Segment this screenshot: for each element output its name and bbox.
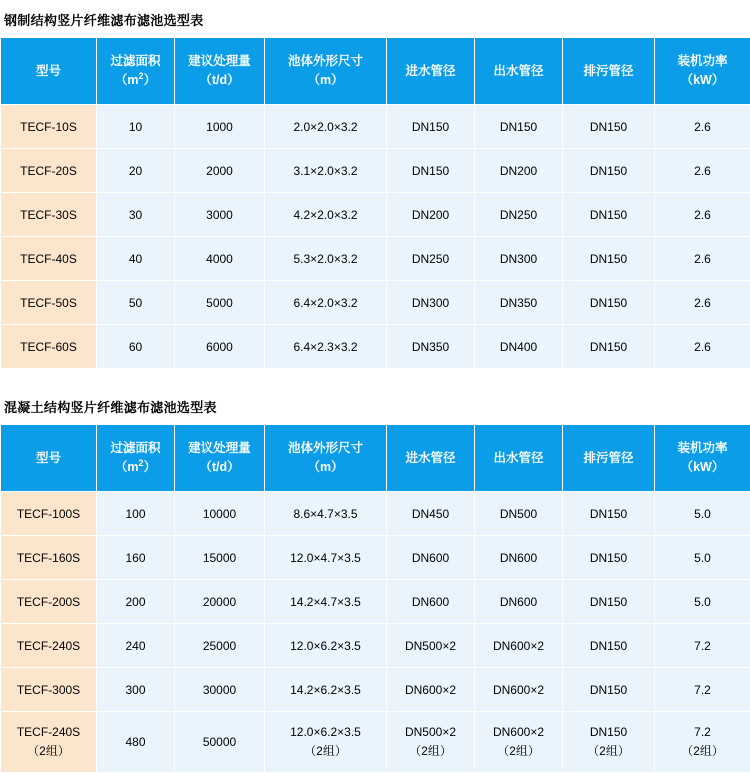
cell-drain: DN150 xyxy=(563,105,655,149)
cell-power: 2.6 xyxy=(655,237,750,281)
header-filter-area-unit: $(m^2)$ xyxy=(98,70,173,90)
cell-drain-line1: DN150 xyxy=(564,723,653,742)
cell-inlet: DN600 xyxy=(387,536,475,580)
cell-capacity: 20000 xyxy=(175,580,265,624)
cell-drain: DN150 xyxy=(563,624,655,668)
header-model-label: 型号 xyxy=(36,64,61,78)
cell-dimensions: 2.0×2.0×3.2 xyxy=(265,105,387,149)
table-header-concrete xyxy=(1,425,750,492)
cell-filter-area: 40 xyxy=(97,237,175,281)
header-power-label: 装机功率 xyxy=(677,441,727,455)
cell-power: 2.6 xyxy=(655,193,750,237)
cell-dimensions: 8.6×4.7×3.5 xyxy=(265,492,387,536)
cell-outlet-line1: DN600×2 xyxy=(476,723,561,742)
cell-outlet: DN250 xyxy=(475,193,563,237)
cell-power: 2.6 xyxy=(655,105,750,149)
cell-drain: DN150 xyxy=(563,193,655,237)
header-inlet xyxy=(387,38,475,105)
cell-model xyxy=(1,712,97,773)
cell-outlet: DN400 xyxy=(475,325,563,369)
cell-drain: DN150 xyxy=(563,281,655,325)
cell-capacity: 50000 xyxy=(175,712,265,773)
cell-drain xyxy=(563,712,655,773)
cell-outlet: DN200 xyxy=(475,149,563,193)
cell-model: TECF-40S xyxy=(1,237,97,281)
cell-power-line1: 7.2 xyxy=(656,723,749,742)
header-filter-area-label: 过滤面积 xyxy=(110,441,160,455)
spec-table-concrete xyxy=(0,424,750,773)
header-capacity-unit: （t/d） xyxy=(176,71,263,90)
cell-filter-area: 160 xyxy=(97,536,175,580)
header-row xyxy=(1,38,750,105)
cell-model: TECF-20S xyxy=(1,149,97,193)
header-dimensions-label: 池体外形尺寸 xyxy=(288,441,363,455)
cell-power: 7.2 xyxy=(655,668,750,712)
table-row xyxy=(1,105,750,149)
cell-dimensions-line2: （2组） xyxy=(266,742,385,761)
cell-power: 2.6 xyxy=(655,325,750,369)
cell-inlet-line2: （2组） xyxy=(388,742,473,761)
header-drain-label: 排污管径 xyxy=(583,451,633,465)
cell-inlet xyxy=(387,712,475,773)
cell-drain: DN150 xyxy=(563,492,655,536)
cell-inlet: DN250 xyxy=(387,237,475,281)
cell-capacity: 2000 xyxy=(175,149,265,193)
cell-model: TECF-160S xyxy=(1,536,97,580)
header-row xyxy=(1,425,750,492)
cell-inlet: DN500×2 xyxy=(387,624,475,668)
cell-capacity: 10000 xyxy=(175,492,265,536)
table-row xyxy=(1,193,750,237)
table-row xyxy=(1,325,750,369)
header-filter-area xyxy=(97,425,175,492)
table-row xyxy=(1,492,750,536)
cell-model-line2: （2组） xyxy=(2,742,95,761)
header-dimensions-unit: （m） xyxy=(266,458,385,477)
cell-outlet: DN600 xyxy=(475,536,563,580)
table-body-concrete xyxy=(1,492,750,773)
cell-outlet: DN350 xyxy=(475,281,563,325)
cell-power: 5.0 xyxy=(655,536,750,580)
header-drain xyxy=(563,425,655,492)
table-wrap-concrete xyxy=(0,424,750,773)
header-capacity-unit: （t/d） xyxy=(176,458,263,477)
cell-capacity: 25000 xyxy=(175,624,265,668)
cell-outlet: DN600×2 xyxy=(475,668,563,712)
header-power-label: 装机功率 xyxy=(677,54,727,68)
header-power-unit: （kW） xyxy=(656,458,749,477)
cell-model: TECF-10S xyxy=(1,105,97,149)
header-dimensions-label: 池体外形尺寸 xyxy=(288,54,363,68)
cell-model: TECF-30S xyxy=(1,193,97,237)
cell-outlet: DN500 xyxy=(475,492,563,536)
cell-inlet: DN600 xyxy=(387,580,475,624)
cell-power xyxy=(655,712,750,773)
cell-dimensions xyxy=(265,712,387,773)
header-capacity-label: 建议处理量 xyxy=(188,54,251,68)
cell-filter-area: 60 xyxy=(97,325,175,369)
table-body-steel xyxy=(1,105,750,369)
cell-inlet: DN350 xyxy=(387,325,475,369)
cell-inlet: DN150 xyxy=(387,149,475,193)
cell-filter-area: 50 xyxy=(97,281,175,325)
header-model xyxy=(1,425,97,492)
cell-filter-area: 300 xyxy=(97,668,175,712)
cell-power: 7.2 xyxy=(655,624,750,668)
header-power-unit: （kW） xyxy=(656,71,749,90)
header-inlet xyxy=(387,425,475,492)
header-filter-area xyxy=(97,38,175,105)
header-inlet-label: 进水管径 xyxy=(405,451,455,465)
table-row xyxy=(1,668,750,712)
cell-outlet: DN600×2 xyxy=(475,624,563,668)
header-dimensions xyxy=(265,425,387,492)
cell-capacity: 15000 xyxy=(175,536,265,580)
header-capacity xyxy=(175,425,265,492)
cell-dimensions: 12.0×4.7×3.5 xyxy=(265,536,387,580)
header-dimensions-unit: （m） xyxy=(266,71,385,90)
cell-dimensions: 6.4×2.0×3.2 xyxy=(265,281,387,325)
cell-filter-area: 200 xyxy=(97,580,175,624)
cell-capacity: 4000 xyxy=(175,237,265,281)
header-inlet-label: 进水管径 xyxy=(405,64,455,78)
cell-filter-area: 20 xyxy=(97,149,175,193)
cell-outlet: DN300 xyxy=(475,237,563,281)
cell-filter-area: 480 xyxy=(97,712,175,773)
header-outlet xyxy=(475,38,563,105)
cell-filter-area: 10 xyxy=(97,105,175,149)
cell-dimensions-line1: 12.0×6.2×3.5 xyxy=(266,723,385,742)
header-filter-area-unit: $(m^2)$ xyxy=(98,457,173,477)
cell-power: 2.6 xyxy=(655,281,750,325)
table-row xyxy=(1,149,750,193)
section-title-steel: 钢制结构竖片纤维滤布滤池选型表 xyxy=(0,0,750,37)
table-wrap-steel xyxy=(0,37,750,369)
header-model-label: 型号 xyxy=(36,451,61,465)
table-row xyxy=(1,712,750,773)
cell-dimensions: 6.4×2.3×3.2 xyxy=(265,325,387,369)
cell-outlet: DN150 xyxy=(475,105,563,149)
cell-filter-area: 30 xyxy=(97,193,175,237)
cell-power: 2.6 xyxy=(655,149,750,193)
cell-filter-area: 100 xyxy=(97,492,175,536)
cell-model: TECF-60S xyxy=(1,325,97,369)
cell-model: TECF-240S xyxy=(1,624,97,668)
cell-power: 5.0 xyxy=(655,580,750,624)
cell-drain: DN150 xyxy=(563,580,655,624)
cell-capacity: 3000 xyxy=(175,193,265,237)
cell-model: TECF-200S xyxy=(1,580,97,624)
cell-model: TECF-50S xyxy=(1,281,97,325)
cell-model: TECF-300S xyxy=(1,668,97,712)
cell-model-line1: TECF-240S xyxy=(2,723,95,742)
cell-drain-line2: （2组） xyxy=(564,742,653,761)
header-drain-label: 排污管径 xyxy=(583,64,633,78)
cell-inlet-line1: DN500×2 xyxy=(388,723,473,742)
section-gap xyxy=(0,369,750,387)
cell-capacity: 5000 xyxy=(175,281,265,325)
header-power xyxy=(655,425,750,492)
header-drain xyxy=(563,38,655,105)
table-header-steel xyxy=(1,38,750,105)
header-filter-area-label: 过滤面积 xyxy=(110,54,160,68)
cell-drain: DN150 xyxy=(563,325,655,369)
cell-drain: DN150 xyxy=(563,668,655,712)
cell-inlet: DN200 xyxy=(387,193,475,237)
header-power xyxy=(655,38,750,105)
table-row xyxy=(1,580,750,624)
cell-inlet: DN600×2 xyxy=(387,668,475,712)
header-outlet xyxy=(475,425,563,492)
table-row xyxy=(1,281,750,325)
cell-drain: DN150 xyxy=(563,536,655,580)
header-model xyxy=(1,38,97,105)
cell-drain: DN150 xyxy=(563,237,655,281)
cell-inlet: DN300 xyxy=(387,281,475,325)
cell-dimensions: 4.2×2.0×3.2 xyxy=(265,193,387,237)
cell-capacity: 1000 xyxy=(175,105,265,149)
cell-dimensions: 14.2×6.2×3.5 xyxy=(265,668,387,712)
cell-inlet: DN150 xyxy=(387,105,475,149)
header-dimensions xyxy=(265,38,387,105)
cell-capacity: 6000 xyxy=(175,325,265,369)
cell-capacity: 30000 xyxy=(175,668,265,712)
cell-dimensions: 3.1×2.0×3.2 xyxy=(265,149,387,193)
cell-dimensions: 5.3×2.0×3.2 xyxy=(265,237,387,281)
table-row xyxy=(1,536,750,580)
cell-inlet: DN450 xyxy=(387,492,475,536)
cell-outlet xyxy=(475,712,563,773)
spec-table-steel xyxy=(0,37,750,369)
header-capacity xyxy=(175,38,265,105)
cell-filter-area: 240 xyxy=(97,624,175,668)
header-capacity-label: 建议处理量 xyxy=(188,441,251,455)
header-outlet-label: 出水管径 xyxy=(493,64,543,78)
cell-power: 5.0 xyxy=(655,492,750,536)
table-row xyxy=(1,624,750,668)
cell-outlet: DN600 xyxy=(475,580,563,624)
section-title-concrete: 混凝土结构竖片纤维滤布滤池选型表 xyxy=(0,387,750,424)
cell-dimensions: 14.2×4.7×3.5 xyxy=(265,580,387,624)
cell-model: TECF-100S xyxy=(1,492,97,536)
cell-dimensions: 12.0×6.2×3.5 xyxy=(265,624,387,668)
table-row xyxy=(1,237,750,281)
cell-power-line2: （2组） xyxy=(656,742,749,761)
cell-drain: DN150 xyxy=(563,149,655,193)
header-outlet-label: 出水管径 xyxy=(493,451,543,465)
cell-outlet-line2: （2组） xyxy=(476,742,561,761)
